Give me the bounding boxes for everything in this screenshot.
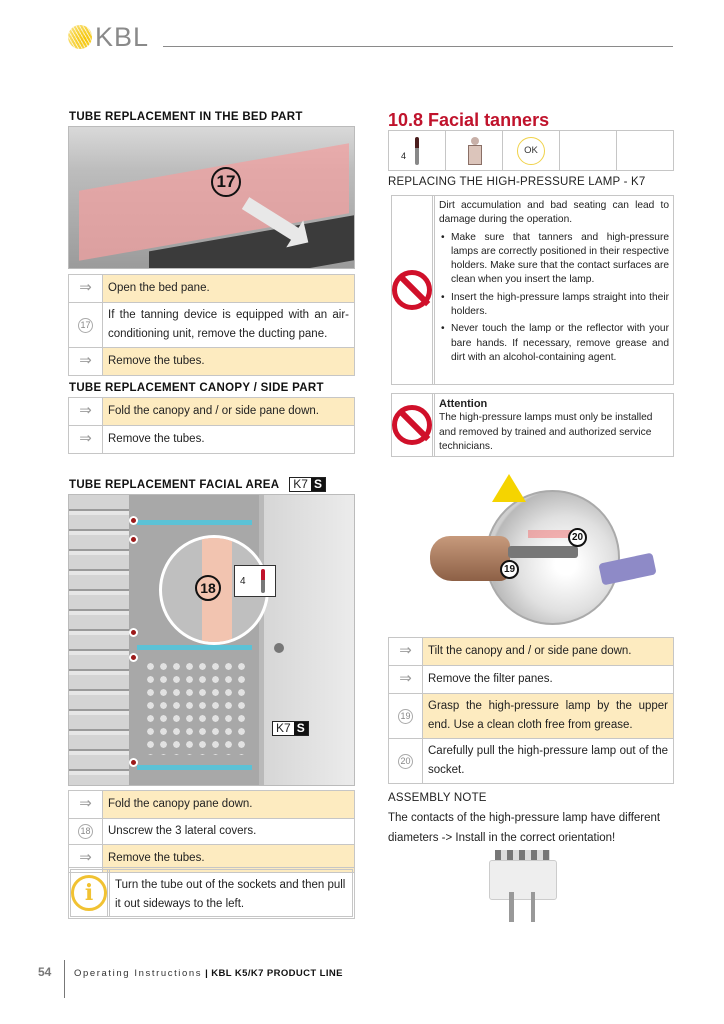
contact-pin <box>509 892 514 922</box>
fan-grille <box>144 660 249 755</box>
attention-title: Attention <box>439 398 488 410</box>
table-row <box>389 694 674 739</box>
table-row <box>69 791 355 819</box>
table-row <box>69 348 355 376</box>
tool-empty-cell <box>617 131 674 171</box>
socket-body <box>489 860 557 900</box>
contact-pin <box>531 892 535 922</box>
header-divider <box>163 46 673 47</box>
step-text: Remove the filter panes. <box>423 666 674 694</box>
table-row <box>69 398 355 426</box>
page-number: 54 <box>38 965 52 979</box>
variant-label: S <box>294 722 308 735</box>
step-text: If the tanning device is equipped with an air-conditioning unit, remove the ducting pane. <box>103 303 355 348</box>
callout-18: 18 <box>195 575 221 601</box>
screw-marker <box>129 653 138 662</box>
screwdriver-size: 4 <box>401 151 407 161</box>
lamp-removal-photo <box>430 468 655 628</box>
brand-name: KBL <box>95 21 150 52</box>
step-text: Remove the tubes. <box>103 348 355 376</box>
step-text: Fold the canopy pane down. <box>103 791 355 819</box>
model-badge <box>272 721 309 736</box>
warning-bullet: • Insert the high-pressure lamps straight into their holders. <box>439 291 669 320</box>
tool-size: 4 <box>240 576 246 587</box>
socket-top <box>495 850 550 860</box>
variant-label: S <box>311 478 325 491</box>
person-icon <box>471 137 479 145</box>
facial-area-photo <box>68 494 355 786</box>
attention-icon-cell <box>392 394 435 456</box>
blue-tube <box>137 765 252 770</box>
screw-marker <box>129 628 138 637</box>
tube-stack <box>69 495 129 786</box>
info-text: Turn the tube out of the sockets and then pull it out sideways to the left. <box>115 879 346 910</box>
screwdriver-icon <box>261 569 265 593</box>
attention-box <box>391 393 674 457</box>
arrow-right-icon: ⇒ <box>79 795 92 812</box>
tool-empty-cell <box>560 131 617 171</box>
blue-tube <box>137 520 252 525</box>
info-icon-cell <box>71 870 110 916</box>
brand-logo <box>68 22 149 52</box>
model-badge <box>289 477 326 492</box>
step-text: Fold the canopy and / or side pane down. <box>103 398 355 426</box>
section-subtitle: REPLACING THE HIGH-PRESSURE LAMP - K7 <box>388 176 646 188</box>
step-text: Remove the tubes. <box>103 845 355 873</box>
table-row <box>69 426 355 454</box>
model-label: K7 <box>293 477 308 491</box>
table-row <box>389 666 674 694</box>
warning-content <box>435 196 673 384</box>
step-text: Tilt the canopy and / or side pane down. <box>423 638 674 666</box>
product-line: KBL K5/K7 PRODUCT LINE <box>211 968 343 979</box>
table-row <box>389 739 674 784</box>
table-row <box>69 303 355 348</box>
step-text: Remove the tubes. <box>103 426 355 454</box>
model-label: K7 <box>276 721 291 735</box>
tool-callout <box>234 565 276 597</box>
warning-bullet: • Make sure that tanners and high-pressure lamps are correctly positioned in their respective holders. Make sure that the contact surfaces are clean when you insert the lamp. <box>439 231 669 288</box>
callout-19: 19 <box>500 560 519 579</box>
arrow-right-icon: ⇒ <box>79 279 92 296</box>
arrow-right-icon: ⇒ <box>79 402 92 419</box>
facial-section-title: TUBE REPLACEMENT FACIAL AREA <box>69 478 280 491</box>
info-icon: i <box>71 875 107 911</box>
attention-text: The high-pressure lamps must only be installed and removed by trained and authorized service technicians. <box>439 412 653 452</box>
tool-ok-cell <box>503 131 560 171</box>
tool-screwdriver-cell <box>389 131 446 171</box>
tools-table <box>388 130 674 171</box>
info-note <box>68 867 355 919</box>
warning-intro: Dirt accumulation and bad seating can lead to damage during the operation. <box>439 200 669 226</box>
tools-row <box>389 131 674 171</box>
prohibition-icon <box>392 270 432 310</box>
sun-logo-icon <box>68 25 92 49</box>
canopy-steps-table <box>68 397 355 454</box>
arrow-right-icon: ⇒ <box>79 849 92 866</box>
callout-17-icon: 17 <box>78 318 93 333</box>
arrow-right-icon: ⇒ <box>79 430 92 447</box>
callout-18-icon: 18 <box>78 824 93 839</box>
step-text: Unscrew the 3 lateral covers. <box>103 819 355 845</box>
attention-content <box>435 394 673 456</box>
canopy-section-title: TUBE REPLACEMENT CANOPY / SIDE PART <box>69 382 324 394</box>
screw-icon <box>274 643 284 653</box>
footer-text <box>74 968 343 979</box>
screw-marker <box>129 535 138 544</box>
bed-steps-table <box>68 274 355 376</box>
footer-divider <box>64 960 65 998</box>
tool-person-cell <box>446 131 503 171</box>
warning-box <box>391 195 674 385</box>
callout-19-icon: 19 <box>398 709 413 724</box>
lamp-bulb <box>508 546 578 558</box>
warning-list <box>439 231 669 366</box>
hot-surface-warning-icon <box>492 474 526 502</box>
bed-part-photo <box>68 126 355 269</box>
bed-section-title: TUBE REPLACEMENT IN THE BED PART <box>69 111 303 123</box>
table-row <box>389 638 674 666</box>
arrow-right-icon: ⇒ <box>399 642 412 659</box>
assembly-note-text: The contacts of the high-pressure lamp have different diameters -> Install in the correct orientation! <box>388 812 661 844</box>
callout-20-icon: 20 <box>398 754 413 769</box>
warning-icon-cell <box>392 196 435 384</box>
step-text: Grasp the high-pressure lamp by the upper end. Use a clean cloth free from grease. <box>423 694 674 739</box>
lamp-socket-photo <box>487 850 562 925</box>
step-text: Carefully pull the high-pressure lamp out of the socket. <box>423 739 674 784</box>
screwdriver-icon <box>415 137 419 165</box>
table-row <box>69 819 355 845</box>
callout-20: 20 <box>568 528 587 547</box>
assembly-note-title: ASSEMBLY NOTE <box>388 792 487 804</box>
callout-17: 17 <box>211 167 241 197</box>
screw-marker <box>129 516 138 525</box>
person-body <box>468 145 482 165</box>
hand-image <box>430 536 510 581</box>
warning-bullet: • Never touch the lamp or the reflector with your bare hands. If necessary, remove grease and dirt with an alcohol-containing agent. <box>439 322 669 365</box>
side-housing <box>264 495 355 786</box>
facial-steps-table <box>68 790 355 873</box>
lamp-steps-table <box>388 637 674 784</box>
prohibition-icon <box>392 405 432 445</box>
section-title: 10.8 Facial tanners <box>388 110 550 130</box>
footer-separator: | <box>202 968 212 979</box>
arrow-right-icon: ⇒ <box>399 670 412 687</box>
step-text: Open the bed pane. <box>103 275 355 303</box>
arrow-right-icon: ⇒ <box>79 352 92 369</box>
table-row <box>69 275 355 303</box>
ok-icon: OK <box>517 137 545 165</box>
doc-title: Operating Instructions <box>74 968 203 979</box>
facial-section-header <box>69 477 326 492</box>
screw-marker <box>129 758 138 767</box>
blue-tube <box>137 645 252 650</box>
